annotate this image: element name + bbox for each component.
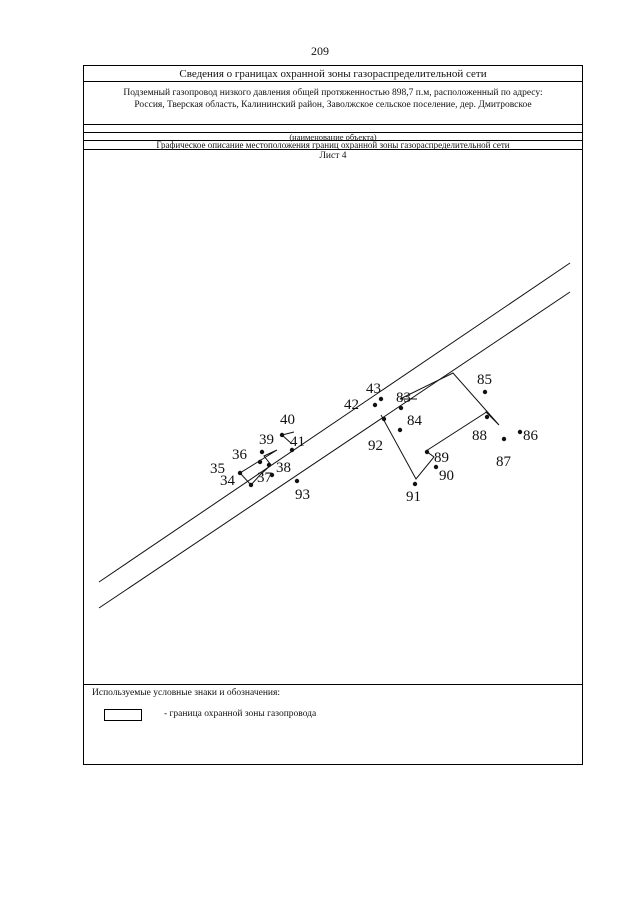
point-marker-34 (249, 483, 253, 487)
legend-divider (84, 684, 582, 685)
point-label-83: 83 (396, 390, 411, 406)
point-label-35: 35 (210, 461, 225, 477)
road-line-upper (99, 263, 570, 582)
point-label-93: 93 (295, 487, 310, 503)
point-label-43: 43 (366, 381, 381, 397)
point-marker-92 (382, 417, 386, 421)
graphic-title: Графическое описание местоположения границ охранной зоны газораспределительной сети (84, 141, 582, 150)
point-marker-84 (398, 428, 402, 432)
point-marker-88 (485, 415, 489, 419)
point-label-92: 92 (368, 438, 383, 454)
point-marker-89 (425, 450, 429, 454)
point-marker-42 (373, 403, 377, 407)
legend-boundary-text: - граница охранной зоны газопровода (164, 709, 317, 719)
point-label-85: 85 (477, 372, 492, 388)
point-marker-85 (483, 390, 487, 394)
point-label-42: 42 (344, 397, 359, 413)
point-label-88: 88 (472, 428, 487, 444)
point-marker-35 (238, 471, 242, 475)
zone-boundary-drawing (84, 162, 582, 682)
point-marker-40 (280, 433, 284, 437)
sheet-label: Лист 4 (319, 151, 347, 161)
legend-title: Используемые условные знаки и обозначения: (92, 688, 281, 698)
object-line-1: Подземный газопровод низкого давления общей протяженностью 898,7 п.м, расположенный по адресу: (123, 88, 543, 98)
object-description (84, 82, 582, 125)
point-marker-83 (399, 406, 403, 410)
point-label-34: 34 (220, 473, 235, 489)
object-line-2: Россия, Тверская область, Калининский район, Заволжское сельское поселение, дер. Дмитровское (134, 100, 532, 110)
point-label-90: 90 (439, 468, 454, 484)
point-label-86: 86 (523, 428, 538, 444)
point-label-41: 41 (290, 434, 305, 450)
point-label-84: 84 (407, 413, 422, 429)
point-marker-36 (258, 460, 262, 464)
point-label-38: 38 (276, 460, 291, 476)
point-marker-87 (502, 437, 506, 441)
point-label-91: 91 (406, 489, 421, 505)
point-marker-86 (518, 430, 522, 434)
road-line-lower (99, 292, 570, 608)
point-label-40: 40 (280, 412, 295, 428)
object-caption: (наименование объекта) (84, 133, 582, 141)
page-number: 209 (311, 44, 329, 58)
point-label-39: 39 (259, 432, 274, 448)
point-marker-91 (413, 482, 417, 486)
point-marker-93 (295, 479, 299, 483)
point-label-37: 37 (257, 470, 272, 486)
point-marker-39 (260, 450, 264, 454)
point-marker-38 (267, 463, 271, 467)
point-label-89: 89 (434, 450, 449, 466)
point-label-36: 36 (232, 447, 247, 463)
document-title: Сведения о границах охранной зоны газораспределительной сети (84, 66, 582, 82)
document-frame (83, 65, 583, 765)
point-marker-43 (379, 397, 383, 401)
point-label-87: 87 (496, 454, 511, 470)
legend-boundary-symbol (104, 709, 142, 721)
